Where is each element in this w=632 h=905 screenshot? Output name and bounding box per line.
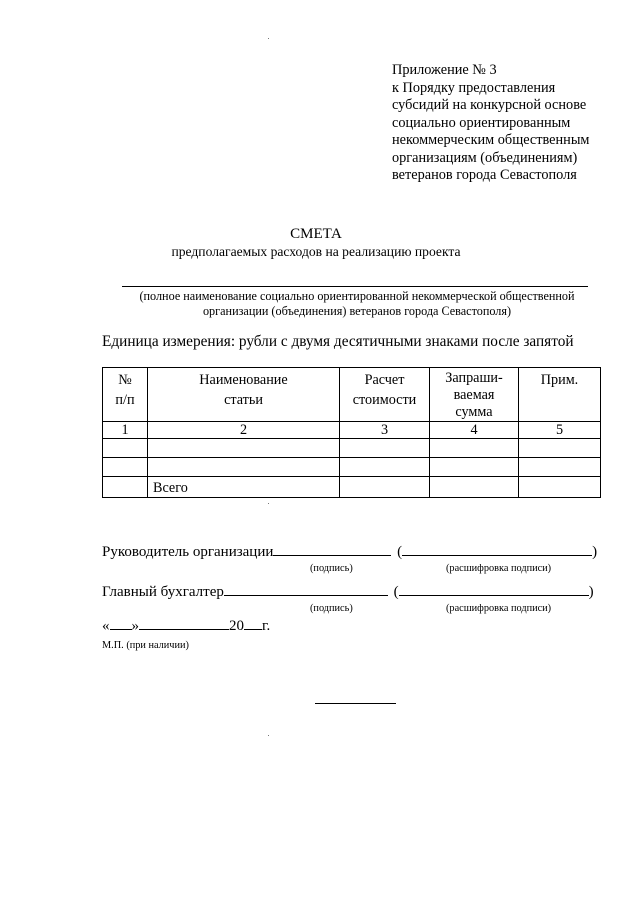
table-cell: 4 (430, 422, 519, 439)
organization-name-caption (110, 289, 604, 319)
signature-caption: (подпись) (310, 563, 353, 574)
header-cell-item-name (148, 368, 340, 422)
year-suffix: г. (262, 618, 271, 634)
caption-line: (полное наименование социально ориентированной некоммерческой общественной (139, 289, 575, 303)
scan-speck (268, 735, 269, 736)
organization-name-line (122, 286, 588, 287)
table-cell (430, 477, 519, 498)
signature-caption: (подпись) (310, 603, 353, 614)
table-cell (340, 458, 430, 477)
head-signature-line (273, 541, 391, 556)
appendix-line: Приложение № 3 (392, 62, 497, 78)
header-cell-cost-calculation (340, 368, 430, 422)
table-cell (103, 458, 148, 477)
document-subtitle: предполагаемых расходов на реализацию проекта (171, 244, 461, 259)
table-cell (519, 439, 601, 458)
accountant-label: Главный бухгалтер (102, 584, 224, 600)
header-text: № (118, 372, 132, 388)
caption-line: организации (объединения) ветеранов города Севастополя) (202, 304, 512, 318)
day-line (110, 615, 132, 630)
header-text: статьи (224, 392, 263, 408)
table-row (103, 439, 601, 458)
header-text: стоимости (352, 392, 417, 408)
header-cell-number (103, 368, 148, 422)
appendix-line: организациям (объединениям) (392, 149, 578, 166)
year-prefix: 20 (229, 618, 244, 634)
open-paren: ( (393, 584, 399, 600)
table-header-row (103, 368, 601, 422)
table-cell (430, 439, 519, 458)
units-label: Единица измерения: рубли с двумя десятичными знаками после запятой (102, 333, 574, 350)
appendix-line: ветеранов города Севастополя (392, 167, 577, 183)
accountant-signature-line (224, 581, 388, 596)
table-cell (148, 458, 340, 477)
header-text: Запраши- (445, 370, 503, 386)
decoding-caption: (расшифровка подписи) (446, 603, 552, 614)
table-cell (430, 458, 519, 477)
table-total-row (103, 477, 601, 498)
accountant-signature-row (102, 581, 594, 601)
open-paren: ( (397, 544, 403, 560)
decoding-caption: (расшифровка подписи) (446, 563, 552, 574)
close-paren: ) (592, 544, 598, 560)
head-label: Руководитель организации (102, 544, 274, 560)
year-line (244, 615, 262, 630)
table-cell: 2 (148, 422, 340, 439)
table-cell (148, 439, 340, 458)
head-decoding-line (402, 541, 592, 556)
head-signature-row (102, 541, 597, 561)
total-label: Всего (148, 477, 340, 498)
month-line (139, 615, 229, 630)
table-cell (103, 439, 148, 458)
header-text: Расчет (364, 372, 405, 388)
appendix-line: некоммерческим общественным (392, 132, 590, 148)
table-number-row (103, 422, 601, 439)
date-row (102, 615, 270, 635)
header-cell-note (519, 368, 601, 422)
appendix-line: социально ориентированным (392, 114, 571, 131)
stamp-note: М.П. (при наличии) (102, 640, 189, 651)
close-quote: » (131, 618, 139, 634)
header-text: п/п (115, 392, 135, 408)
scan-speck (268, 38, 269, 39)
table-cell: 3 (340, 422, 430, 439)
appendix-line: субсидий на конкурсной основе (392, 97, 587, 113)
scan-speck (268, 503, 269, 504)
accountant-decoding-line (399, 581, 589, 596)
header-text: сумма (455, 404, 493, 420)
header-text: Прим. (540, 372, 579, 388)
footer-separator (315, 703, 396, 704)
table-cell (519, 458, 601, 477)
appendix-block (392, 62, 624, 185)
estimate-table (102, 367, 601, 498)
header-cell-requested-amount (430, 368, 519, 422)
table-cell (103, 477, 148, 498)
table-cell: 5 (519, 422, 601, 439)
close-paren: ) (588, 584, 594, 600)
table-cell (340, 477, 430, 498)
table-cell: 1 (103, 422, 148, 439)
document-title: СМЕТА (290, 226, 342, 242)
open-quote: « (102, 618, 110, 634)
header-text: Наименование (199, 372, 288, 388)
table-row (103, 458, 601, 477)
header-text: ваемая (453, 387, 495, 403)
table-cell (340, 439, 430, 458)
appendix-line: к Порядку предоставления (392, 79, 556, 96)
table-cell (519, 477, 601, 498)
